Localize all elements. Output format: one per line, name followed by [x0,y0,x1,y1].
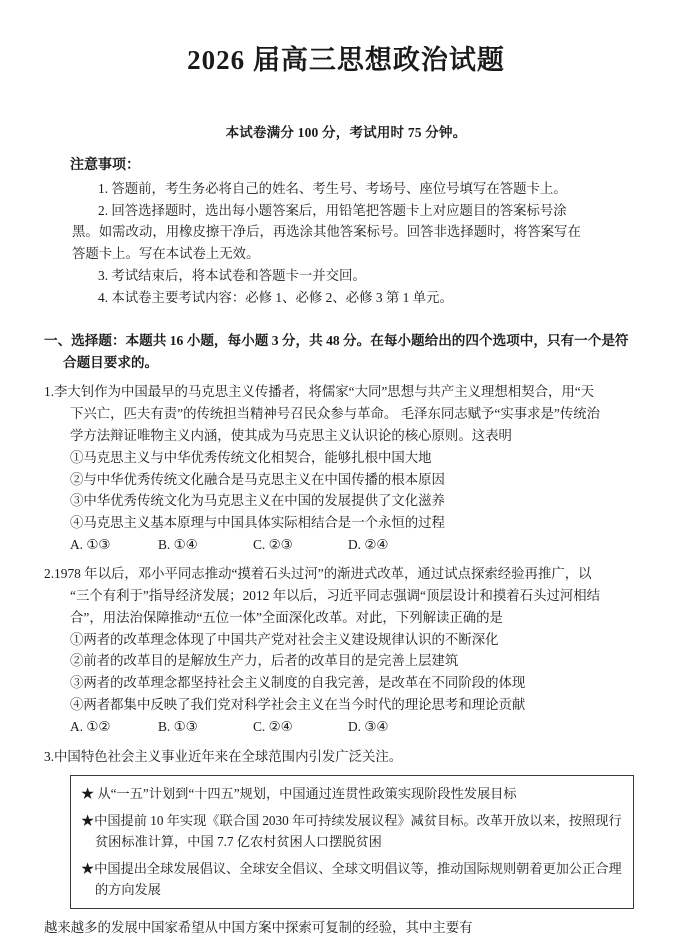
question-2-option-3: ③两者的改革理念都坚持社会主义制度的自我完善，是改革在不同阶段的体现 [70,675,526,691]
question-1-line2: 下兴亡，匹夫有责”的传统担当精神号召民众参与革命。 毛泽东同志赋予“实事求是”传统治 [70,406,601,422]
question-2-answer-choices [70,716,648,738]
question-2-line1: 1978 年以后，邓小平同志推动“摸着石头过河”的渐进式改革，通过试点探索经验再推广，以 [54,566,592,581]
material-bullet-1: ★ 从“一五”计划到“十四五”规划，中国通过连贯性政策实现阶段性发展目标 [81,785,517,801]
question-2-number: 2. [44,566,55,581]
question-1-option-4: ④马克思主义基本原理与中国具体实际相结合是一个永恒的过程 [70,515,445,531]
question-3-tail: 越来越多的发展中国家希望从中国方案中探索可复制的经验，其中主要有 [44,920,473,936]
question-1-option-3: ③中华优秀传统文化为马克思主义在中国的发展提供了文化滋养 [70,493,445,509]
page-title: 2026 届高三思想政治试题 [187,45,505,75]
question-3-lead-text: 中国特色社会主义事业近年来在全球范围内引发广泛关注。 [54,748,403,764]
section-heading-line1: 一、选择题：本题共 16 小题，每小题 3 分，共 48 分。在每小题给出的四个选项中，只有一个是符 [44,333,629,349]
material-bullet-3: ★中国提出全球发展倡议、全球安全倡议、全球文明倡议等，推动国际规则朝着更加公正合理的方向发展 [81,860,622,898]
question-1-choice-a[interactable]: A. ①③ [70,537,111,553]
question-1-answer-choices [70,534,648,556]
question-1-line3: 学方法辩证唯物主义内涵，使其成为马克思主义认识论的核心原则。这表明 [70,427,512,443]
question-1-choice-d[interactable]: D. ②④ [348,537,389,553]
notice-item: 3. 考试结束后，将本试卷和答题卡一并交回。 [98,267,366,283]
notice-item: 4. 本试卷主要考试内容：必修 1、必修 2、必修 3 第 1 单元。 [98,289,453,305]
question-3-material-box [70,775,634,910]
question-1-option-2: ②与中华优秀传统文化融合是马克思主义在中国传播的根本原因 [70,471,445,487]
notice-list [44,178,648,308]
material-bullet-2: ★中国提前 10 年实现《联合国 2030 年可持续发展议程》减贫目标。改革开放以来，按照现行贫困标准计算，中国 7.7 亿农村贫困人口摆脱贫困 [81,812,622,849]
question-2-stem [44,563,648,585]
notice-item: 1. 答题前，考生务必将自己的姓名、考生号、考场号、座位号填写在答题卡上。 [98,181,567,196]
question-1-line1: 李大钊作为中国最早的马克思主义传播者，将儒家“大同”思想与共产主义理想相契合，用“天 [54,384,595,400]
question-2-option-2: ②前者的改革目的是解放生产力，后者的改革目的是完善上层建筑 [70,653,459,669]
question-1-option-1: ①马克思主义与中华优秀传统文化相契合，能够扎根中国大地 [70,449,432,465]
question-2 [44,563,648,738]
question-2-choice-d[interactable]: D. ③④ [348,718,389,734]
question-1 [44,381,648,556]
question-2-line3: 合”，用法治保障推动“五位一体”全面深化改革。对此，下列解读正确的是 [70,609,503,625]
notice-item: 黑。如需改动，用橡皮擦干净后，再选涂其他答案标号。回答非选择题时，将答案写在 [72,224,581,240]
question-2-choice-c[interactable]: C. ②④ [253,718,293,734]
question-2-option-4: ④两者都集中反映了我们党对科学社会主义在当今时代的理论思考和理论贡献 [70,697,526,713]
question-3-stem [44,746,648,768]
question-1-number: 1. [44,384,55,400]
question-3-number: 3. [44,748,55,764]
question-1-choice-c[interactable]: C. ②③ [253,537,293,553]
question-2-choice-b[interactable]: B. ①③ [158,718,198,734]
question-2-option-1: ①两者的改革理念体现了中国共产党对社会主义建设规律认识的不断深化 [70,631,499,647]
question-1-choice-b[interactable]: B. ①④ [158,537,198,553]
question-2-line2: “三个有利于”指导经济发展；2012 年以后，习近平同志强调“顶层设计和摸着石头过河相结 [70,587,601,603]
section-heading-line2: 合题目要求的。 [63,355,159,371]
notice-item: 答题卡上。写在本试卷上无效。 [72,246,260,262]
question-1-stem [44,381,648,403]
question-2-choice-a[interactable]: A. ①② [70,718,111,734]
section-heading [44,330,648,374]
exam-subtitle: 本试卷满分 100 分，考试用时 75 分钟。 [225,125,467,140]
notice-heading: 注意事项： [70,158,140,173]
notice-item: 2. 回答选择题时，选出每小题答案后，用铅笔把答题卡上对应题目的答案标号涂 [98,202,567,218]
